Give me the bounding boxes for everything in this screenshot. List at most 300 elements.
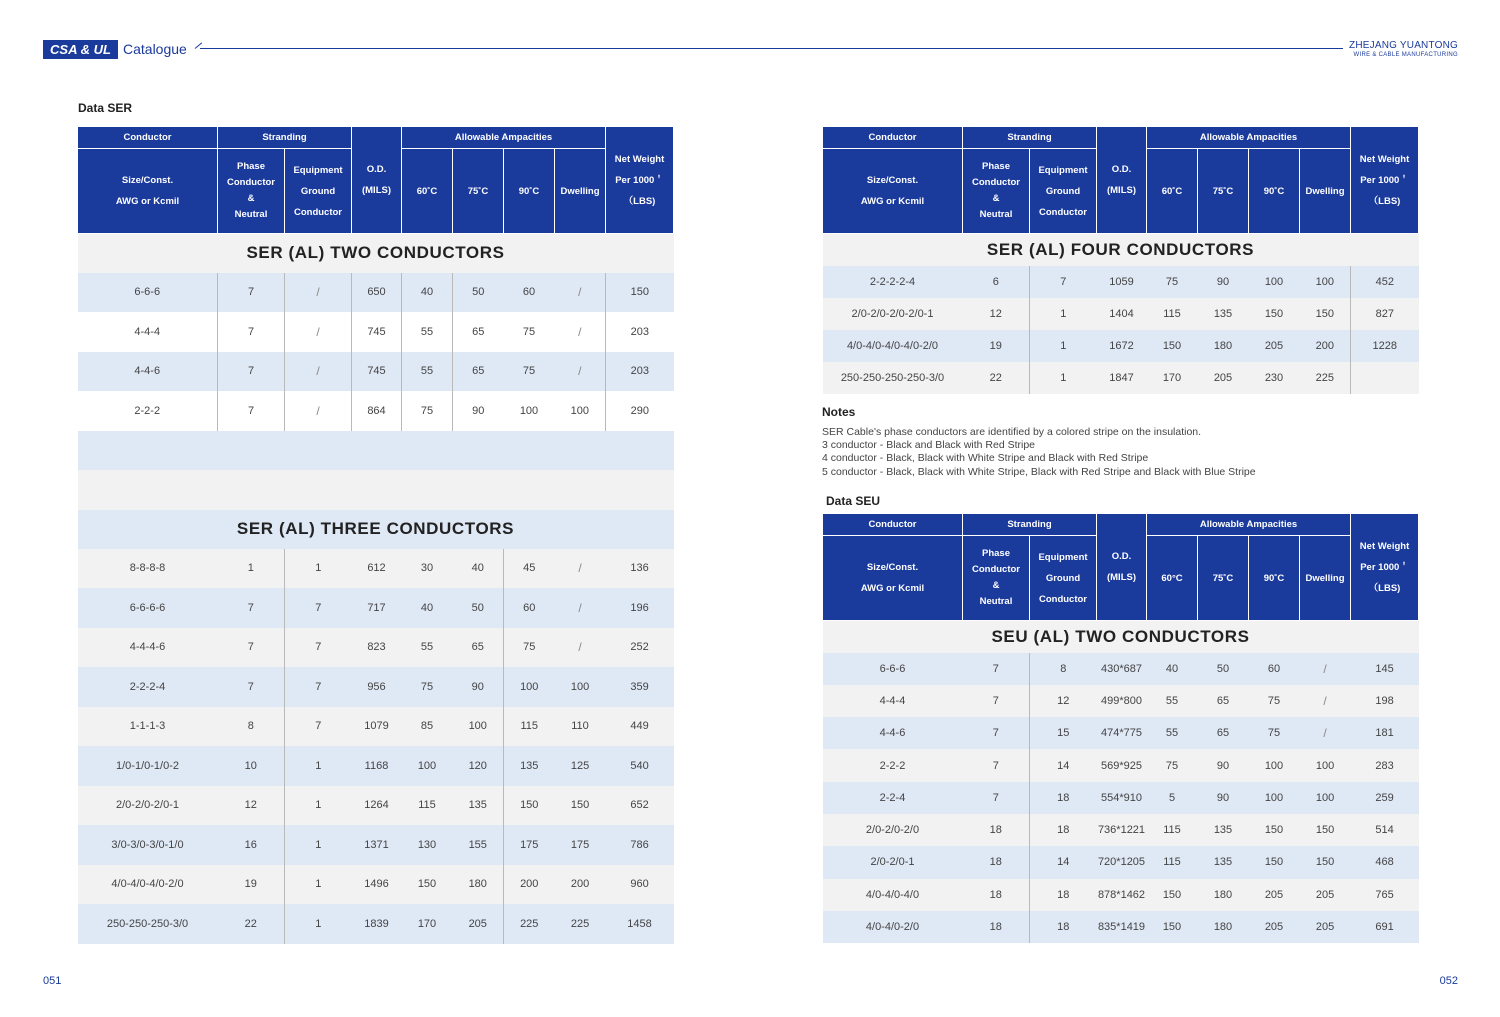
cell-90c: 205 [1249, 911, 1300, 943]
cell-od: 736*1221 [1097, 814, 1147, 846]
cell-dwelling: / [555, 352, 606, 392]
cell-equipment: 7 [1030, 266, 1097, 298]
cell-dwelling: 150 [555, 786, 606, 826]
cell-phase: 8 [218, 707, 285, 747]
cell-equipment: 14 [1030, 846, 1097, 878]
table-row [823, 362, 1419, 394]
cell-phase: 18 [963, 846, 1030, 878]
cell-dwelling: / [555, 549, 606, 589]
notes-line: 5 conductor - Black, Black with White Stripe, Black with Red Stripe and Black with Blue Stripe [822, 466, 1256, 478]
col-net-weight: Net Weight Per 1000＇ （LBS) [606, 127, 674, 234]
table-row [78, 786, 674, 826]
cell-60c: 75 [1147, 749, 1198, 781]
cell-90c: 115 [504, 707, 555, 747]
cell-dwelling: 205 [1300, 911, 1351, 943]
cell-dwelling: 225 [555, 904, 606, 944]
cell-size: 250-250-250-250-3/0 [823, 362, 963, 394]
table-row [78, 746, 674, 786]
col-phase: Phase Conductor & Neutral [963, 536, 1030, 621]
cell-size: 2-2-2 [78, 391, 218, 431]
cell-phase: 22 [218, 904, 285, 944]
cell-phase: 10 [218, 746, 285, 786]
col-conductor: Conductor [823, 514, 963, 536]
cell-size: 4/0-4/0-4/0-2/0 [78, 865, 218, 905]
cell-od: 1059 [1097, 266, 1147, 298]
cell-size: 250-250-250-3/0 [78, 904, 218, 944]
col-net-weight: Net Weight Per 1000＇ （LBS) [1351, 127, 1419, 234]
cell-net-weight: 1458 [606, 904, 674, 944]
cell-dwelling: 100 [555, 667, 606, 707]
cell-size: 2-2-2-4 [78, 667, 218, 707]
cell-od: 720*1205 [1097, 846, 1147, 878]
cell-75c: 180 [453, 865, 504, 905]
cell-75c: 120 [453, 746, 504, 786]
cell-60c: 55 [402, 628, 453, 668]
cell-dwelling: 125 [555, 746, 606, 786]
col-90c: 90˚C [1249, 536, 1300, 621]
cell-od: 717 [352, 588, 402, 628]
cell-60c: 5 [1147, 782, 1198, 814]
col-od: O.D. (MILS) [1097, 127, 1147, 234]
catalogue-badge: CSA & UL [43, 40, 118, 59]
table-row [78, 352, 674, 392]
cell-dwelling: / [555, 628, 606, 668]
table-row [823, 911, 1419, 943]
cell-75c: 40 [453, 549, 504, 589]
table-row [823, 846, 1419, 878]
cell-90c: 100 [504, 391, 555, 431]
cell-dwelling: 175 [555, 825, 606, 865]
cell-net-weight: 765 [1351, 879, 1419, 911]
col-60c: 60°C [1147, 536, 1198, 621]
cell-dwelling: / [1300, 653, 1351, 685]
table-row [78, 865, 674, 905]
cell-90c: 225 [504, 904, 555, 944]
cell-size: 8-8-8-8 [78, 549, 218, 589]
cell-60c: 150 [1147, 330, 1198, 362]
cell-phase: 7 [218, 273, 285, 313]
cell-phase: 16 [218, 825, 285, 865]
ser-two-three-table [77, 126, 674, 944]
cell-net-weight: 786 [606, 825, 674, 865]
cell-size: 2/0-2/0-1 [823, 846, 963, 878]
col-ampacities: Allowable Ampacities [402, 127, 606, 149]
cell-od: 612 [352, 549, 402, 589]
cell-75c: 90 [453, 391, 504, 431]
cell-equipment: 1 [1030, 330, 1097, 362]
cell-dwelling: / [555, 273, 606, 313]
cell-od: 835*1419 [1097, 911, 1147, 943]
table-row [823, 814, 1419, 846]
cell-od: 1672 [1097, 330, 1147, 362]
table-row [78, 707, 674, 747]
col-equipment: Equipment Ground Conductor [1030, 149, 1097, 234]
cell-60c: 150 [1147, 911, 1198, 943]
cell-size: 1/0-1/0-1/0-2 [78, 746, 218, 786]
cell-phase: 7 [218, 588, 285, 628]
cell-od: 1079 [352, 707, 402, 747]
cell-90c: 100 [1249, 266, 1300, 298]
table-row [78, 273, 674, 313]
cell-equipment: 7 [285, 707, 352, 747]
col-60c: 60˚C [1147, 149, 1198, 234]
cell-net-weight: 1228 [1351, 330, 1419, 362]
cell-60c: 150 [1147, 879, 1198, 911]
table-row [78, 312, 674, 352]
cell-90c: 135 [504, 746, 555, 786]
notes-title: Notes [822, 405, 856, 419]
col-equipment: Equipment Ground Conductor [285, 149, 352, 234]
cell-od: 1496 [352, 865, 402, 905]
cell-net-weight: 514 [1351, 814, 1419, 846]
cell-od: 499*800 [1097, 685, 1147, 717]
cell-phase: 6 [963, 266, 1030, 298]
cell-phase: 7 [218, 352, 285, 392]
cell-phase: 7 [963, 717, 1030, 749]
cell-phase: 7 [218, 667, 285, 707]
cell-equipment: 1 [285, 904, 352, 944]
cell-dwelling: 150 [1300, 298, 1351, 330]
table-row [78, 628, 674, 668]
cell-90c: 205 [1249, 879, 1300, 911]
cell-equipment: 1 [285, 746, 352, 786]
cell-60c: 55 [1147, 685, 1198, 717]
col-dwelling: Dwelling [555, 149, 606, 234]
cell-od: 745 [352, 352, 402, 392]
col-90c: 90˚C [504, 149, 555, 234]
cell-equipment: 12 [1030, 685, 1097, 717]
cell-net-weight [1351, 362, 1419, 394]
cell-od: 1404 [1097, 298, 1147, 330]
cell-75c: 135 [1198, 846, 1249, 878]
cell-net-weight: 145 [1351, 653, 1419, 685]
cell-equipment: 7 [285, 588, 352, 628]
cell-net-weight: 290 [606, 391, 674, 431]
cell-60c: 115 [1147, 814, 1198, 846]
cell-dwelling: 225 [1300, 362, 1351, 394]
header-rule [200, 48, 1343, 49]
cell-phase: 18 [963, 879, 1030, 911]
cell-90c: 100 [1249, 749, 1300, 781]
cell-equipment: 1 [285, 786, 352, 826]
col-stranding: Stranding [963, 127, 1097, 149]
col-conductor: Conductor [78, 127, 218, 149]
cell-size: 6-6-6 [78, 273, 218, 313]
cell-equipment: 18 [1030, 814, 1097, 846]
cell-60c: 100 [402, 746, 453, 786]
col-od: O.D. (MILS) [352, 127, 402, 234]
seu-two-title: SEU (AL) TWO CONDUCTORS [823, 621, 1419, 653]
col-size: Size/Const. AWG or Kcmil [78, 149, 218, 234]
cell-size: 4/0-4/0-2/0 [823, 911, 963, 943]
table-header [823, 514, 1419, 621]
cell-60c: 85 [402, 707, 453, 747]
cell-size: 4-4-6 [823, 717, 963, 749]
cell-90c: 60 [504, 273, 555, 313]
table-row [823, 330, 1419, 362]
cell-75c: 90 [1198, 266, 1249, 298]
cell-od: 1371 [352, 825, 402, 865]
cell-phase: 7 [963, 782, 1030, 814]
cell-od: 430*687 [1097, 653, 1147, 685]
cell-net-weight: 252 [606, 628, 674, 668]
cell-net-weight: 196 [606, 588, 674, 628]
col-size: Size/Const. AWG or Kcmil [823, 536, 963, 621]
cell-od: 1168 [352, 746, 402, 786]
col-equipment: Equipment Ground Conductor [1030, 536, 1097, 621]
cell-75c: 65 [1198, 717, 1249, 749]
cell-equipment: 15 [1030, 717, 1097, 749]
cell-dwelling: 100 [1300, 266, 1351, 298]
cell-75c: 180 [1198, 330, 1249, 362]
cell-size: 4-4-4-6 [78, 628, 218, 668]
cell-net-weight: 283 [1351, 749, 1419, 781]
cell-phase: 7 [963, 653, 1030, 685]
cell-size: 4/0-4/0-4/0 [823, 879, 963, 911]
col-ampacities: Allowable Ampacities [1147, 514, 1351, 536]
table-row [823, 266, 1419, 298]
cell-net-weight: 540 [606, 746, 674, 786]
cell-phase: 19 [963, 330, 1030, 362]
cell-60c: 40 [402, 273, 453, 313]
table-header [823, 127, 1419, 234]
col-size: Size/Const. AWG or Kcmil [823, 149, 963, 234]
cell-phase: 7 [218, 628, 285, 668]
cell-60c: 40 [1147, 653, 1198, 685]
cell-size: 4-4-4 [823, 685, 963, 717]
table-row [78, 549, 674, 589]
table-row [823, 685, 1419, 717]
seu-section-label: Data SEU [826, 494, 881, 508]
cell-equipment: 1 [285, 865, 352, 905]
cell-75c: 50 [1198, 653, 1249, 685]
cell-60c: 170 [402, 904, 453, 944]
col-90c: 90˚C [1249, 149, 1300, 234]
cell-od: 745 [352, 312, 402, 352]
cell-60c: 115 [1147, 846, 1198, 878]
cell-size: 2/0-2/0-2/0 [823, 814, 963, 846]
cell-60c: 40 [402, 588, 453, 628]
cell-phase: 7 [218, 391, 285, 431]
cell-dwelling: / [555, 588, 606, 628]
cell-od: 554*910 [1097, 782, 1147, 814]
cell-90c: 60 [504, 588, 555, 628]
cell-od: 1839 [352, 904, 402, 944]
cell-phase: 12 [963, 298, 1030, 330]
cell-90c: 75 [504, 352, 555, 392]
cell-equipment: / [285, 273, 352, 313]
col-stranding: Stranding [218, 127, 352, 149]
cell-dwelling: 100 [555, 391, 606, 431]
cell-net-weight: 652 [606, 786, 674, 826]
brand-subtitle: WIRE & CABLE MANUFACTURING [1353, 52, 1458, 58]
cell-90c: 75 [504, 628, 555, 668]
cell-dwelling: / [1300, 685, 1351, 717]
cell-equipment: 7 [285, 667, 352, 707]
cell-75c: 90 [1198, 749, 1249, 781]
cell-60c: 55 [1147, 717, 1198, 749]
cell-net-weight: 203 [606, 352, 674, 392]
cell-75c: 50 [453, 273, 504, 313]
cell-net-weight: 136 [606, 549, 674, 589]
cell-90c: 100 [504, 667, 555, 707]
cell-equipment: 1 [285, 549, 352, 589]
cell-phase: 22 [963, 362, 1030, 394]
cell-net-weight: 198 [1351, 685, 1419, 717]
cell-net-weight: 150 [606, 273, 674, 313]
cell-75c: 180 [1198, 879, 1249, 911]
cell-net-weight: 203 [606, 312, 674, 352]
cell-size: 4-4-4 [78, 312, 218, 352]
cell-od: 956 [352, 667, 402, 707]
cell-equipment: 18 [1030, 879, 1097, 911]
cell-90c: 175 [504, 825, 555, 865]
cell-size: 4-4-6 [78, 352, 218, 392]
table-row [823, 298, 1419, 330]
cell-net-weight: 259 [1351, 782, 1419, 814]
cell-60c: 75 [1147, 266, 1198, 298]
cell-net-weight: 359 [606, 667, 674, 707]
cell-phase: 7 [963, 685, 1030, 717]
cell-90c: 75 [1249, 717, 1300, 749]
table-row [823, 879, 1419, 911]
cell-equipment: 18 [1030, 911, 1097, 943]
col-net-weight: Net Weight Per 1000＇ （LBS) [1351, 514, 1419, 621]
cell-90c: 150 [1249, 298, 1300, 330]
brand-name: ZHEJANG YUANTONG [1349, 40, 1458, 51]
cell-size: 2-2-4 [823, 782, 963, 814]
cell-90c: 205 [1249, 330, 1300, 362]
col-75c: 75˚C [453, 149, 504, 234]
notes-line: SER Cable's phase conductors are identified by a colored stripe on the insulation. [822, 426, 1202, 438]
table-row [823, 653, 1419, 685]
cell-od: 1847 [1097, 362, 1147, 394]
cell-60c: 55 [402, 312, 453, 352]
cell-net-weight: 960 [606, 865, 674, 905]
cell-size: 2/0-2/0-2/0-1 [78, 786, 218, 826]
cell-size: 2/0-2/0-2/0-2/0-1 [823, 298, 963, 330]
ser-four-title: SER (AL) FOUR CONDUCTORS [823, 234, 1419, 266]
col-dwelling: Dwelling [1300, 149, 1351, 234]
cell-phase: 7 [963, 749, 1030, 781]
cell-75c: 205 [453, 904, 504, 944]
cell-60c: 130 [402, 825, 453, 865]
cell-phase: 19 [218, 865, 285, 905]
cell-equipment: 8 [1030, 653, 1097, 685]
cell-75c: 155 [453, 825, 504, 865]
cell-net-weight: 181 [1351, 717, 1419, 749]
table-row [823, 749, 1419, 781]
cell-size: 2-2-2 [823, 749, 963, 781]
table-row [78, 904, 674, 944]
table-header [78, 127, 674, 234]
cell-od: 569*925 [1097, 749, 1147, 781]
empty-row [78, 470, 674, 510]
cell-dwelling: 100 [1300, 782, 1351, 814]
col-ampacities: Allowable Ampacities [1147, 127, 1351, 149]
cell-dwelling: 200 [555, 865, 606, 905]
cell-60c: 75 [402, 667, 453, 707]
cell-net-weight: 468 [1351, 846, 1419, 878]
ser-section-label: Data SER [78, 101, 133, 115]
cell-75c: 50 [453, 588, 504, 628]
table-row [78, 391, 674, 431]
table-row [78, 825, 674, 865]
cell-dwelling: 100 [1300, 749, 1351, 781]
cell-od: 650 [352, 273, 402, 313]
cell-dwelling: 110 [555, 707, 606, 747]
col-dwelling: Dwelling [1300, 536, 1351, 621]
cell-90c: 100 [1249, 782, 1300, 814]
cell-size: 3/0-3/0-3/0-1/0 [78, 825, 218, 865]
cell-size: 6-6-6 [823, 653, 963, 685]
cell-phase: 1 [218, 549, 285, 589]
cell-75c: 180 [1198, 911, 1249, 943]
page-number-left: 051 [43, 975, 62, 987]
cell-dwelling: 205 [1300, 879, 1351, 911]
cell-90c: 230 [1249, 362, 1300, 394]
col-60c: 60˚C [402, 149, 453, 234]
cell-dwelling: / [555, 312, 606, 352]
cell-equipment: 1 [285, 825, 352, 865]
cell-90c: 150 [1249, 814, 1300, 846]
table-row [78, 667, 674, 707]
cell-75c: 65 [1198, 685, 1249, 717]
cell-equipment: 1 [1030, 298, 1097, 330]
cell-phase: 7 [218, 312, 285, 352]
cell-net-weight: 449 [606, 707, 674, 747]
cell-equipment: / [285, 352, 352, 392]
cell-90c: 150 [504, 786, 555, 826]
col-conductor: Conductor [823, 127, 963, 149]
col-phase: Phase Conductor & Neutral [963, 149, 1030, 234]
cell-od: 474*775 [1097, 717, 1147, 749]
page-number-right: 052 [1439, 975, 1458, 987]
cell-dwelling: 150 [1300, 846, 1351, 878]
cell-60c: 170 [1147, 362, 1198, 394]
cell-90c: 75 [1249, 685, 1300, 717]
col-75c: 75˚C [1198, 536, 1249, 621]
cell-60c: 75 [402, 391, 453, 431]
cell-75c: 65 [453, 352, 504, 392]
table-row [823, 717, 1419, 749]
cell-size: 1-1-1-3 [78, 707, 218, 747]
cell-60c: 115 [402, 786, 453, 826]
notes-line: 3 conductor - Black and Black with Red Stripe [822, 439, 1036, 451]
cell-phase: 18 [963, 814, 1030, 846]
ser-two-title: SER (AL) TWO CONDUCTORS [78, 234, 674, 273]
cell-90c: 60 [1249, 653, 1300, 685]
cell-75c: 90 [453, 667, 504, 707]
cell-75c: 135 [453, 786, 504, 826]
cell-equipment: / [285, 312, 352, 352]
cell-size: 2-2-2-2-4 [823, 266, 963, 298]
cell-equipment: 1 [1030, 362, 1097, 394]
cell-60c: 55 [402, 352, 453, 392]
cell-phase: 18 [963, 911, 1030, 943]
cell-dwelling: 150 [1300, 814, 1351, 846]
cell-60c: 150 [402, 865, 453, 905]
cell-equipment: 18 [1030, 782, 1097, 814]
cell-od: 864 [352, 391, 402, 431]
col-75c: 75˚C [1198, 149, 1249, 234]
cell-dwelling: 200 [1300, 330, 1351, 362]
cell-60c: 30 [402, 549, 453, 589]
cell-75c: 135 [1198, 814, 1249, 846]
catalogue-label: Catalogue [123, 41, 187, 57]
ser-four-table [822, 126, 1419, 394]
cell-75c: 90 [1198, 782, 1249, 814]
